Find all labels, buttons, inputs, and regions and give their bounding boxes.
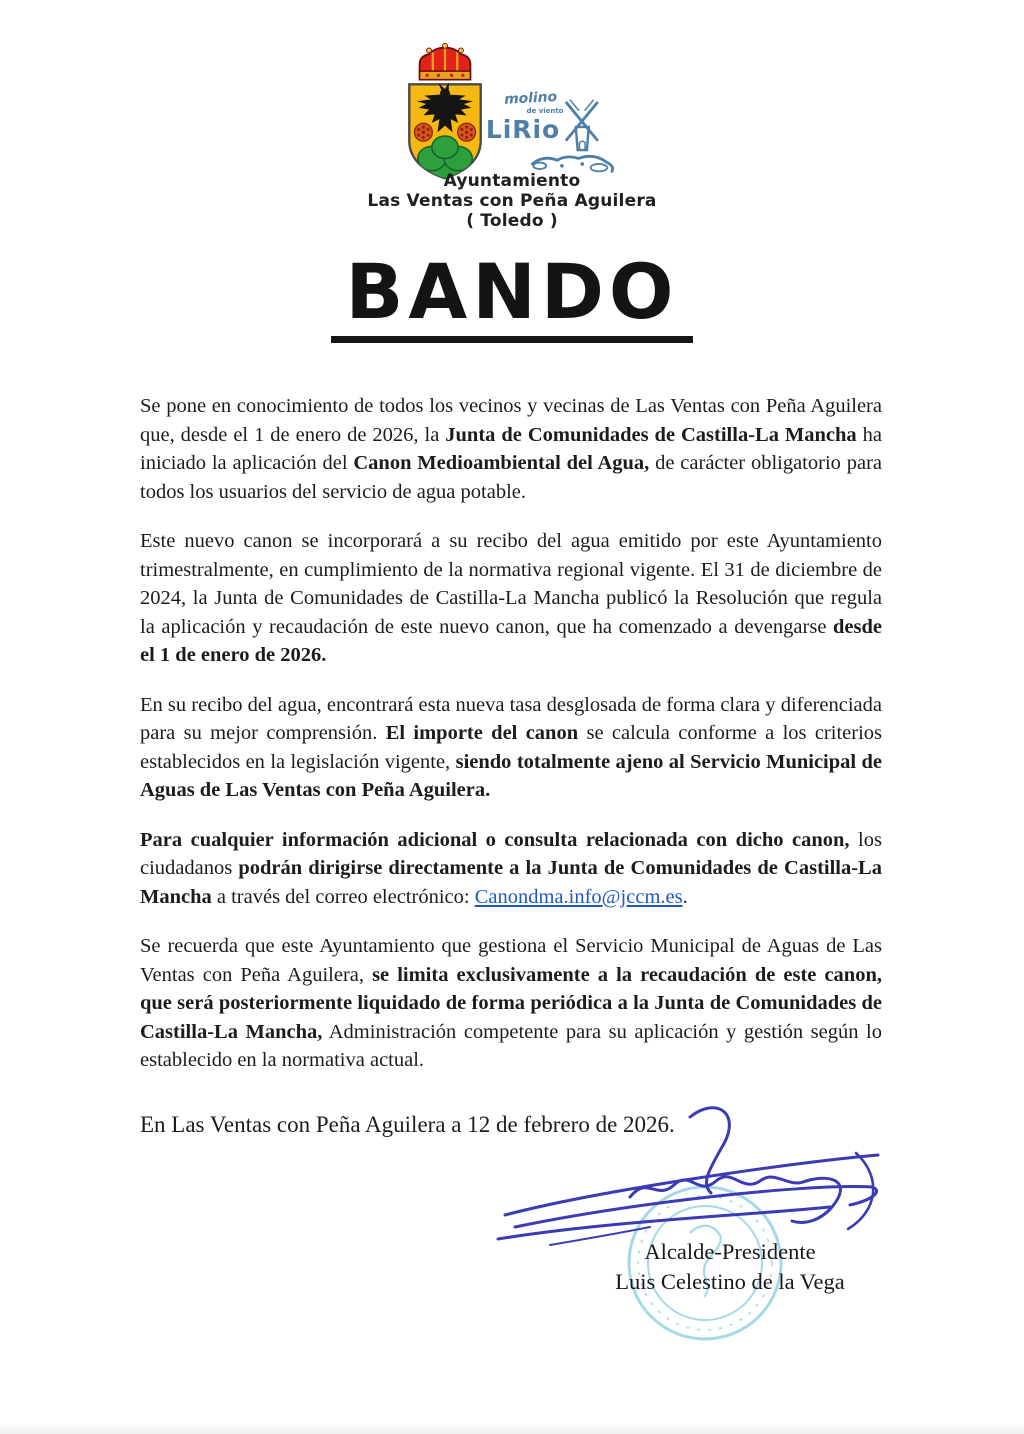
bold-text-run: se limita exclusivamente a la recaudación de este canon, que será posteriormente liquidado de forma periódica a la Junta de Comunidades de Castilla-La Mancha, (140, 963, 882, 1043)
email-link[interactable]: Canondma.info@jccm.es (474, 885, 683, 908)
text-run: ha iniciado la aplicación del (140, 423, 882, 474)
bold-text-run: El importe del canon (385, 722, 579, 744)
windmill-icon (567, 100, 598, 150)
mayor-signature-icon (498, 1108, 878, 1245)
bold-text-run: podrán dirigirse directamente a la Junta de Comunidades de Castilla-La Mancha (140, 857, 882, 908)
text-run: Administración competente para su aplicación y gestión según lo establecido en la normativa actual. (140, 1020, 882, 1071)
signer-name: Luis Celestino de la Vega (615, 1269, 845, 1294)
text-run: se calcula conforme a los criterios establecidos en la legislación vigente, (140, 722, 882, 773)
org-line-municipality: Las Ventas con Peña Aguilera (367, 191, 657, 211)
text-run: Se recuerda que este Ayuntamiento que gestiona el Servicio Municipal de Aguas de Las Ventas con Peña Aguilera, (140, 935, 882, 986)
signature-area (490, 1095, 890, 1350)
paragraph (140, 527, 882, 670)
signature-svg (490, 1095, 890, 1345)
molino-lirio-logo (478, 88, 618, 181)
bold-text-run: Junta de Comunidades de Castilla-La Mancha (445, 423, 857, 446)
paragraph (140, 392, 882, 506)
bold-text-run: Canon Medioambiental del Agua, (353, 452, 650, 474)
bold-text-run: Para cualquier información adicional o consulta relacionada con dicho canon, (140, 828, 850, 851)
text-run: Se pone en conocimiento de todos los vecinos y vecinas de Las Ventas con Peña Aguilera que, desde el 1 de enero de 2026, la (140, 395, 882, 446)
rosette-left-icon (414, 123, 432, 141)
hill-icon (532, 156, 612, 171)
page-edge-shadow (0, 1424, 1024, 1434)
document-title: BANDO (331, 252, 692, 343)
logo-text-deviento: de viento (526, 107, 564, 116)
document-title-block (0, 247, 1024, 343)
logo-text-lirio: LiRio (485, 115, 561, 145)
shield-icon (409, 82, 480, 178)
org-line-province: ( Toledo ) (466, 211, 558, 231)
text-run: los ciudadanos (140, 828, 882, 879)
rosette-right-icon (458, 123, 476, 141)
logo-text-molino: molino (503, 88, 558, 108)
paragraph (140, 826, 882, 912)
text-run: En su recibo del agua, encontrará esta nueva tasa desglosada de forma clara y diferenciada para su mejor comprensión. (140, 693, 882, 744)
text-run: . (682, 885, 688, 908)
paragraph (140, 932, 882, 1075)
text-run: a través del correo electrónico: (211, 885, 475, 908)
crown-icon (420, 43, 471, 79)
text-run: de carácter obligatorio para todos los usuarios del servicio de agua potable. (140, 452, 882, 503)
date-line: En Las Ventas con Peña Aguilera a 12 de febrero de 2026. (140, 1112, 675, 1137)
org-line-ayuntamiento: Ayuntamiento (443, 171, 581, 191)
org-name-block (0, 172, 1024, 232)
paragraph (140, 691, 882, 805)
bold-text-run: desde el 1 de enero de 2026. (140, 615, 882, 666)
signer-title: Alcalde-Presidente (644, 1239, 816, 1264)
text-run: Este nuevo canon se incorporará a su recibo del agua emitido por este Ayuntamiento trimestralmente, en cumplimiento de la normativa regional vigente. El 31 de diciembre de 2024, la Junta de Comunidades de Castilla-La Mancha publicó la Resolución que regula la aplicación y recaudación de este nuevo canon, que ha comenzado a devengarse (140, 530, 882, 638)
document-body (140, 392, 882, 1096)
windmill-logo-svg (478, 88, 618, 176)
bold-text-run: siendo totalmente ajeno al Servicio Municipal de Aguas de Las Ventas con Peña Aguilera. (140, 750, 882, 801)
